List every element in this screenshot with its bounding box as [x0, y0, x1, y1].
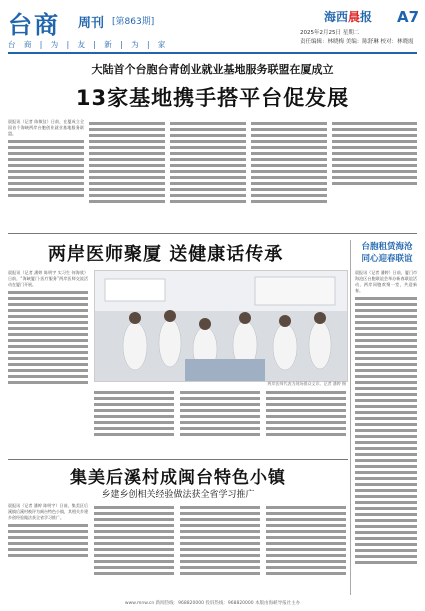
text-line [8, 524, 88, 527]
text-line [355, 405, 417, 408]
text-line [180, 572, 260, 575]
paper-name-c: 报 [360, 10, 373, 24]
text-line [89, 128, 165, 131]
story1-lead: 晨报讯（记者 陈敏仪）日前，在厦成立全国首个海峡两岸台胞创业就业基地服务联盟。 [8, 119, 84, 136]
story3-column-3 [180, 503, 260, 595]
text-line [170, 170, 246, 173]
text-line [355, 303, 417, 306]
story2-lead: 晨报讯（记者 潘婷 陈明宇 实习生 何海欣）日前，“海峡厦门·医疗服务”两岸医师交流活动在厦门开展。 [8, 270, 88, 287]
text-line [355, 525, 417, 528]
section-divider [8, 233, 417, 234]
text-line [251, 170, 327, 173]
text-line [8, 542, 88, 545]
text-line [8, 554, 88, 557]
text-line [170, 164, 246, 167]
text-line [8, 315, 88, 318]
text-line [180, 403, 260, 406]
text-line [170, 176, 246, 179]
text-line [355, 423, 417, 426]
text-line [180, 409, 260, 412]
masthead [0, 0, 425, 54]
page-footer: www.mnw.cn 新闻热线：968820000 投诉热线：968820000 本版由海峡导报社主办 [124, 601, 301, 606]
text-line [8, 164, 84, 167]
text-line [94, 506, 174, 509]
text-line [170, 200, 246, 203]
text-line [8, 333, 88, 336]
side-lead: 晨报讯（记者 潘婷）日前，厦门市海沧区台胞联谊会举办新春联谊活动，两岸同胞欢聚一堂，共迎新春。 [355, 270, 417, 293]
text-line [355, 465, 417, 468]
text-line [355, 351, 417, 354]
text-line [251, 176, 327, 179]
text-line [266, 421, 346, 424]
text-line [180, 415, 260, 418]
text-line [89, 146, 165, 149]
text-line [8, 363, 88, 366]
text-line [355, 495, 417, 498]
text-line [170, 158, 246, 161]
text-line [355, 297, 417, 300]
text-line [170, 182, 246, 185]
text-line [94, 524, 174, 527]
story1-column-1 [8, 119, 84, 229]
text-line [266, 433, 346, 436]
text-line [94, 427, 174, 430]
text-line [8, 536, 88, 539]
text-line [355, 543, 417, 546]
text-line [180, 554, 260, 557]
text-line [180, 524, 260, 527]
text-line [180, 433, 260, 436]
story2-column-2 [94, 388, 174, 454]
story1-headline: 13家基地携手搭平台促发展 [75, 86, 350, 110]
text-line [266, 506, 346, 509]
text-line [266, 542, 346, 545]
text-line [94, 566, 174, 569]
paper-name-a: 海西 [324, 10, 349, 24]
text-line [266, 566, 346, 569]
story2-column-1 [8, 270, 88, 430]
text-line [266, 524, 346, 527]
text-line [332, 152, 417, 155]
text-line [355, 471, 417, 474]
text-line [180, 560, 260, 563]
story1-column-5 [332, 119, 417, 229]
story1-kicker: 大陆首个台胞台青创业就业基地服务联盟在厦成立 [91, 63, 334, 76]
text-line [332, 146, 417, 149]
section-divider [8, 459, 348, 460]
text-line [170, 134, 246, 137]
text-line [355, 453, 417, 456]
text-line [266, 560, 346, 563]
text-line [89, 122, 165, 125]
text-line [180, 397, 260, 400]
text-line [180, 421, 260, 424]
text-line [180, 391, 260, 394]
text-line [355, 387, 417, 390]
text-line [332, 122, 417, 125]
text-line [8, 327, 88, 330]
text-line [8, 339, 88, 342]
text-line [355, 417, 417, 420]
text-line [266, 415, 346, 418]
text-line [8, 146, 84, 149]
text-line [332, 140, 417, 143]
story3-column-4 [266, 503, 346, 595]
text-line [332, 158, 417, 161]
text-line [355, 363, 417, 366]
text-line [266, 536, 346, 539]
text-line [8, 381, 88, 384]
text-line [180, 548, 260, 551]
text-line [8, 309, 88, 312]
text-line [180, 530, 260, 533]
story3-subhead: 乡建乡创相关经验做法获全省学习推广 [101, 490, 255, 500]
text-line [94, 403, 174, 406]
text-line [170, 188, 246, 191]
text-line [355, 357, 417, 360]
story3-headline: 集美后溪村成闽台特色小镇 [70, 468, 286, 488]
weekly-label: 周刊 [78, 16, 105, 31]
text-line [170, 128, 246, 131]
text-line [355, 429, 417, 432]
text-line [355, 507, 417, 510]
side-title-1: 台胞租赁海沧 [361, 242, 413, 252]
text-line [251, 152, 327, 155]
text-line [89, 152, 165, 155]
text-line [266, 427, 346, 430]
text-line [266, 530, 346, 533]
text-line [355, 555, 417, 558]
text-line [8, 351, 88, 354]
text-line [251, 158, 327, 161]
text-line [94, 542, 174, 545]
text-line [355, 315, 417, 318]
text-line [355, 549, 417, 552]
text-line [170, 152, 246, 155]
text-line [8, 188, 84, 191]
newspaper-logo [324, 8, 372, 25]
text-line [89, 164, 165, 167]
text-line [170, 194, 246, 197]
text-line [8, 321, 88, 324]
text-line [89, 170, 165, 173]
text-line [355, 411, 417, 414]
story2-headline: 两岸医师聚厦 送健康话传承 [48, 244, 284, 265]
text-line [355, 519, 417, 522]
text-line [266, 572, 346, 575]
text-line [94, 536, 174, 539]
text-line [355, 459, 417, 462]
side-story-text [355, 270, 417, 590]
photo-illustration [95, 271, 347, 381]
text-line [355, 381, 417, 384]
story2-column-3 [180, 388, 260, 454]
text-line [355, 339, 417, 342]
text-line [94, 560, 174, 563]
text-line [355, 399, 417, 402]
text-line [355, 309, 417, 312]
text-line [355, 537, 417, 540]
text-line [8, 291, 88, 294]
text-line [8, 158, 84, 161]
text-line [251, 128, 327, 131]
text-line [266, 397, 346, 400]
text-line [89, 188, 165, 191]
text-line [8, 369, 88, 372]
text-line [8, 140, 84, 143]
text-line [355, 477, 417, 480]
text-line [94, 572, 174, 575]
story3-lead: 晨报讯（记者 潘婷 陈明宇）日前，集美区后溪镇后溪村被评为闽台特色小镇，其相关乡建乡创经验做法获全省学习推广。 [8, 503, 88, 520]
text-line [170, 146, 246, 149]
text-line [251, 140, 327, 143]
text-line [94, 397, 174, 400]
text-line [251, 146, 327, 149]
text-line [8, 182, 84, 185]
text-line [332, 128, 417, 131]
text-line [180, 542, 260, 545]
text-line [355, 345, 417, 348]
text-line [355, 369, 417, 372]
text-line [266, 518, 346, 521]
text-line [94, 518, 174, 521]
text-line [8, 170, 84, 173]
text-line [355, 483, 417, 486]
text-line [355, 531, 417, 534]
text-line [94, 415, 174, 418]
text-line [266, 409, 346, 412]
text-line [251, 182, 327, 185]
text-line [332, 176, 417, 179]
text-line [8, 303, 88, 306]
text-line [94, 409, 174, 412]
text-line [332, 134, 417, 137]
text-line [8, 194, 84, 197]
story2-column-4 [266, 388, 346, 454]
text-line [8, 345, 88, 348]
text-line [89, 200, 165, 203]
side-title-2: 同心迎春联谊 [361, 254, 413, 264]
text-line [8, 152, 84, 155]
text-line [355, 393, 417, 396]
text-line [251, 164, 327, 167]
text-line [89, 182, 165, 185]
text-line [89, 176, 165, 179]
text-line [180, 506, 260, 509]
text-line [94, 512, 174, 515]
text-line [89, 134, 165, 137]
text-line [355, 513, 417, 516]
text-line [180, 566, 260, 569]
text-line [8, 375, 88, 378]
story1-column-3 [170, 119, 246, 229]
text-line [170, 122, 246, 125]
text-line [94, 433, 174, 436]
text-line [8, 357, 88, 360]
text-line [266, 548, 346, 551]
text-line [94, 391, 174, 394]
dateline: 2025年2月25日 星期二 [300, 30, 360, 36]
text-line [180, 512, 260, 515]
story3-column-2 [94, 503, 174, 595]
text-line [180, 536, 260, 539]
text-line [94, 548, 174, 551]
text-line [89, 140, 165, 143]
editors-credit: 责任编辑：林晓梅 美编：陈舒琳 校对：林晓霞 [300, 39, 414, 45]
text-line [355, 327, 417, 330]
text-line [355, 489, 417, 492]
story1-column-2 [89, 119, 165, 229]
text-line [8, 297, 88, 300]
text-line [355, 441, 417, 444]
text-line [355, 435, 417, 438]
text-line [251, 122, 327, 125]
text-line [355, 375, 417, 378]
text-line [355, 333, 417, 336]
paper-name-b: 晨 [348, 10, 361, 24]
text-line [251, 200, 327, 203]
text-line [180, 427, 260, 430]
column-divider [350, 240, 351, 595]
story3-column-1 [8, 503, 88, 595]
text-line [355, 321, 417, 324]
text-line [180, 518, 260, 521]
text-line [266, 554, 346, 557]
text-line [8, 530, 88, 533]
text-line [94, 530, 174, 533]
medical-event-photo [94, 270, 348, 382]
text-line [355, 447, 417, 450]
page-number: A7 [397, 8, 420, 26]
text-line [266, 403, 346, 406]
text-line [332, 170, 417, 173]
text-line [170, 140, 246, 143]
text-line [8, 176, 84, 179]
slogan: 台 商 | 为 | 友 | 新 | 为 | 家 [8, 40, 169, 49]
story1-column-4 [251, 119, 327, 229]
text-line [332, 182, 417, 185]
text-line [89, 158, 165, 161]
text-line [89, 194, 165, 197]
text-line [251, 188, 327, 191]
brand-title: 台商 [8, 10, 60, 39]
masthead-rule [8, 52, 417, 54]
text-line [8, 548, 88, 551]
photo-caption: 两岸医师代表为现场群众义诊。记者 潘婷 摄 [267, 381, 346, 386]
text-line [355, 561, 417, 564]
text-line [355, 501, 417, 504]
text-line [266, 391, 346, 394]
text-line [251, 134, 327, 137]
text-line [251, 194, 327, 197]
text-line [266, 512, 346, 515]
text-line [332, 164, 417, 167]
text-line [94, 421, 174, 424]
issue-number: [第863期] [112, 17, 155, 27]
text-line [94, 554, 174, 557]
